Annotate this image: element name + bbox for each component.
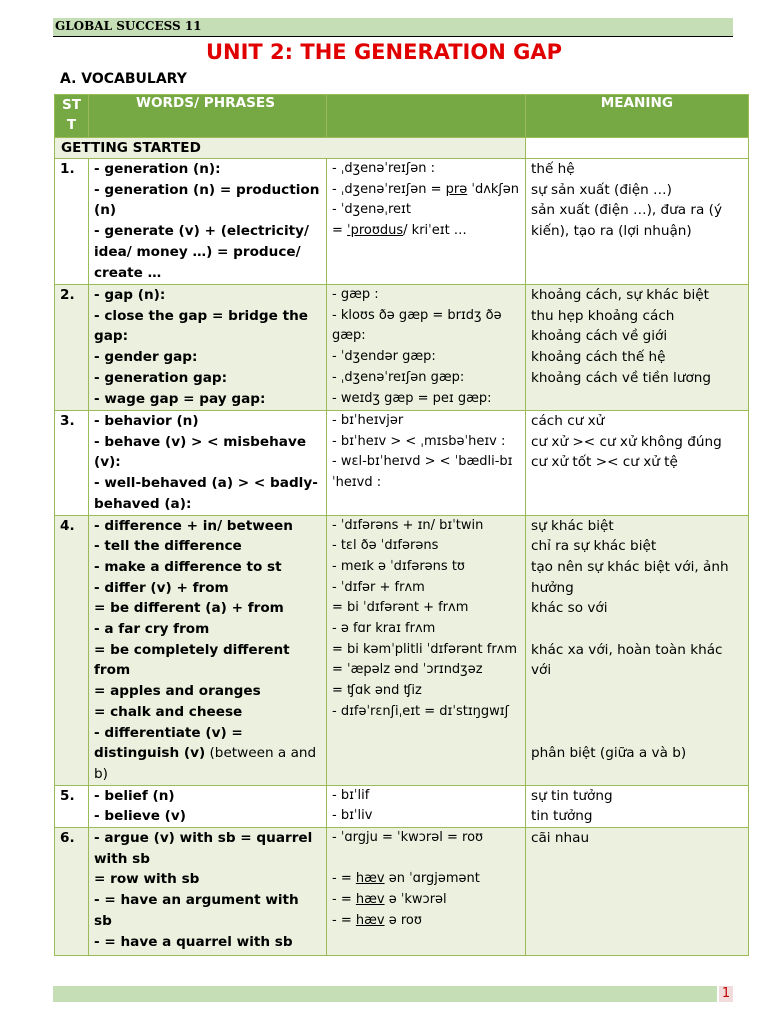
word-line: = row with sb [94,871,200,888]
word-line: - argue (v) with sb = quarrel with sb [94,830,313,867]
word-cell [89,828,327,956]
phonetic-line: - weɪdʒ gæp = peɪ gæp: [332,390,492,406]
phonetic-line: - ˌdʒenəˈreɪʃən = prə ˈdʌkʃən [332,181,520,197]
row-number: 3. [55,411,89,516]
phonetic-line: - ˈdʒendər gæp: [332,349,436,365]
phonetic-line: - ˌdʒenəˈreɪʃən gæp: [332,369,465,385]
word-line: - differentiate (v) = distinguish (v) (between a and b) [94,724,317,782]
table-row [55,411,749,516]
word-cell [89,515,327,785]
row-number: 1. [55,159,89,285]
phonetic-cell [327,285,526,411]
phonetic-line: - = hæv ə roʊ [332,912,422,928]
phonetic-line: = ʧɑk ənd ʧiz [332,683,422,699]
phonetic-line: - bɪˈheɪv > < ˌmɪsbəˈheɪv : [332,433,506,449]
phonetic-line: - ˈdʒenəˌreɪt [332,202,411,218]
phonetic-line: - bɪˈheɪvjər [332,413,404,428]
header-bar [53,18,733,37]
footer-bar [53,986,717,1002]
table-row [55,159,749,285]
meaning-line: khoảng cách, sự khác biệt [531,287,709,303]
phonetic-line: - ə fɑr kraɪ frʌm [332,621,436,637]
word-line: - well-behaved (a) > < badly-behaved (a): [94,475,318,512]
subsection-row [55,138,749,159]
word-line: - belief (n) [94,787,175,804]
phonetic-line: - wɛl-bɪˈheɪvd > < ˈbædli-bɪˈheɪvd : [332,454,513,491]
phonetic-line: - meɪk ə ˈdɪfərəns tʊ [332,558,465,574]
phonetic-line: = bi kəmˈplitli ˈdɪfərənt frʌm [332,641,518,657]
word-line: - gender gap: [94,349,198,366]
word-line: - = have a quarrel with sb [94,933,293,950]
word-line: - differ (v) + from [94,579,229,596]
meaning-cell [526,785,749,827]
phonetic-line: - = hæv ən ˈɑrgjəmənt [332,871,480,887]
meaning-line: cư xử >< cư xử không đúng [531,433,722,450]
meaning-cell [526,828,749,956]
phonetic-line: - dɪfəˈrɛnʃiˌeɪt = dɪˈstɪŋgwɪʃ [332,703,509,719]
meaning-line: sự tin tưởng [531,787,613,804]
header-stt: ST T [55,95,89,138]
phonetic-line: - tɛl ðə ˈdɪfərəns [332,538,439,554]
word-line: - generation (n): [94,161,221,177]
word-line: = chalk and cheese [94,703,243,720]
book-title: GLOBAL SUCCESS 11 [55,19,202,33]
phonetic-cell [327,411,526,516]
phonetic-line: = ˈæpəlz ənd ˈɔrɪndʒəz [332,662,483,678]
meaning-line: khác xa với, hoàn toàn khác với [531,641,723,679]
phonetic-cell [327,828,526,956]
word-note: (between a and b) [94,745,317,782]
phonetic-line: = bi ˈdɪfərənt + frʌm [332,600,469,616]
word-cell [89,411,327,516]
table-row [55,828,749,956]
row-number: 6. [55,828,89,956]
meaning-cell [526,411,749,516]
phonetic-cell [327,159,526,285]
word-line: - gap (n): [94,287,166,303]
header-words: WORDS/ PHRASES [89,95,327,138]
phonetic-line: - = hæv ə ˈkwɔrəl [332,892,447,908]
table-header [55,95,749,138]
meaning-line: cư xử tốt >< cư xử tệ [531,454,678,471]
table-row [55,285,749,411]
section-heading: A. VOCABULARY [60,71,187,87]
phonetic-line [332,849,520,870]
table-body [55,159,749,956]
meaning-line: khoảng cách về tiền lương [531,369,712,386]
word-line: = be different (a) + from [94,600,284,617]
meaning-line: khoảng cách thế hệ [531,349,666,366]
meaning-line: sự khác biệt [531,517,614,534]
word-line: - behave (v) > < misbehave (v): [94,433,307,471]
meaning-line: phân biệt (giữa a và b) [531,745,687,762]
phonetic-line: - bɪˈlif [332,787,370,803]
unit-title: UNIT 2: THE GENERATION GAP [205,40,562,64]
word-line: - tell the difference [94,538,242,555]
phonetic-line: - ˈɑrgju = ˈkwɔrəl = roʊ [332,830,484,846]
table-row [55,515,749,785]
row-number: 5. [55,785,89,827]
meaning-cell [526,159,749,285]
meaning-line [531,723,743,744]
row-number: 4. [55,515,89,785]
phonetic-line: - ˈdɪfər + frʌm [332,579,425,595]
meaning-cell [526,285,749,411]
word-line: - generation (n) = production (n) [94,181,320,219]
word-line: - wage gap = pay gap: [94,390,266,407]
meaning-line: cãi nhau [531,830,590,847]
word-line: - generation gap: [94,369,228,386]
meaning-line: cách cư xử [531,413,605,429]
word-line: - believe (v) [94,808,186,825]
row-number: 2. [55,285,89,411]
meaning-line [531,619,743,640]
word-line: - generate (v) + (electricity/ idea/ money …) = produce/ create … [94,223,309,281]
vocabulary-table [54,94,749,956]
meaning-line: thế hệ [531,161,575,177]
phonetic-cell [327,785,526,827]
meaning-line: chỉ ra sự khác biệt [531,538,657,555]
meaning-cell [526,515,749,785]
word-line: - close the gap = bridge the gap: [94,307,308,345]
word-line: - make a difference to st [94,558,282,575]
phonetic-line: - bɪˈliv [332,808,373,824]
header-phonetic [327,95,526,138]
meaning-line [531,702,743,723]
word-line: - difference + in/ between [94,517,293,534]
word-line: = apples and oranges [94,683,261,700]
phonetic-line: - ˈdɪfərəns + ɪn/ bɪˈtwin [332,517,484,533]
word-line: - = have an argument with sb [94,892,299,929]
meaning-line: tin tưởng [531,808,593,825]
word-line: = be completely different from [94,641,290,679]
table-row [55,785,749,827]
word-cell [89,785,327,827]
meaning-line: sản xuất (điện …), đưa ra (ý kiến), tạo ra (lợi nhuận) [531,202,723,240]
meaning-line: sự sản xuất (điện …) [531,181,672,198]
word-line: - behavior (n) [94,413,199,429]
subsection-title: GETTING STARTED [55,138,526,159]
meaning-line: thu hẹp khoảng cách [531,307,675,324]
meaning-line: khoảng cách về giới [531,328,668,345]
phonetic-line: - ˌdʒenəˈreɪʃən : [332,161,435,176]
meaning-line: tạo nên sự khác biệt với, ảnh hưởng [531,558,729,596]
phonetic-line: - kloʊs ðə gæp = brɪdʒ ðə gæp: [332,307,502,344]
meaning-line: khác so với [531,600,608,617]
header-meaning: MEANING [526,95,749,138]
meaning-line [531,681,743,702]
word-cell [89,285,327,411]
word-cell [89,159,327,285]
phonetic-line: - gæp : [332,287,379,302]
phonetic-line: = ˈproʊdus/ kriˈeɪt … [332,223,467,239]
word-line: - a far cry from [94,621,210,638]
phonetic-cell [327,515,526,785]
page-number: 1 [719,986,733,1002]
